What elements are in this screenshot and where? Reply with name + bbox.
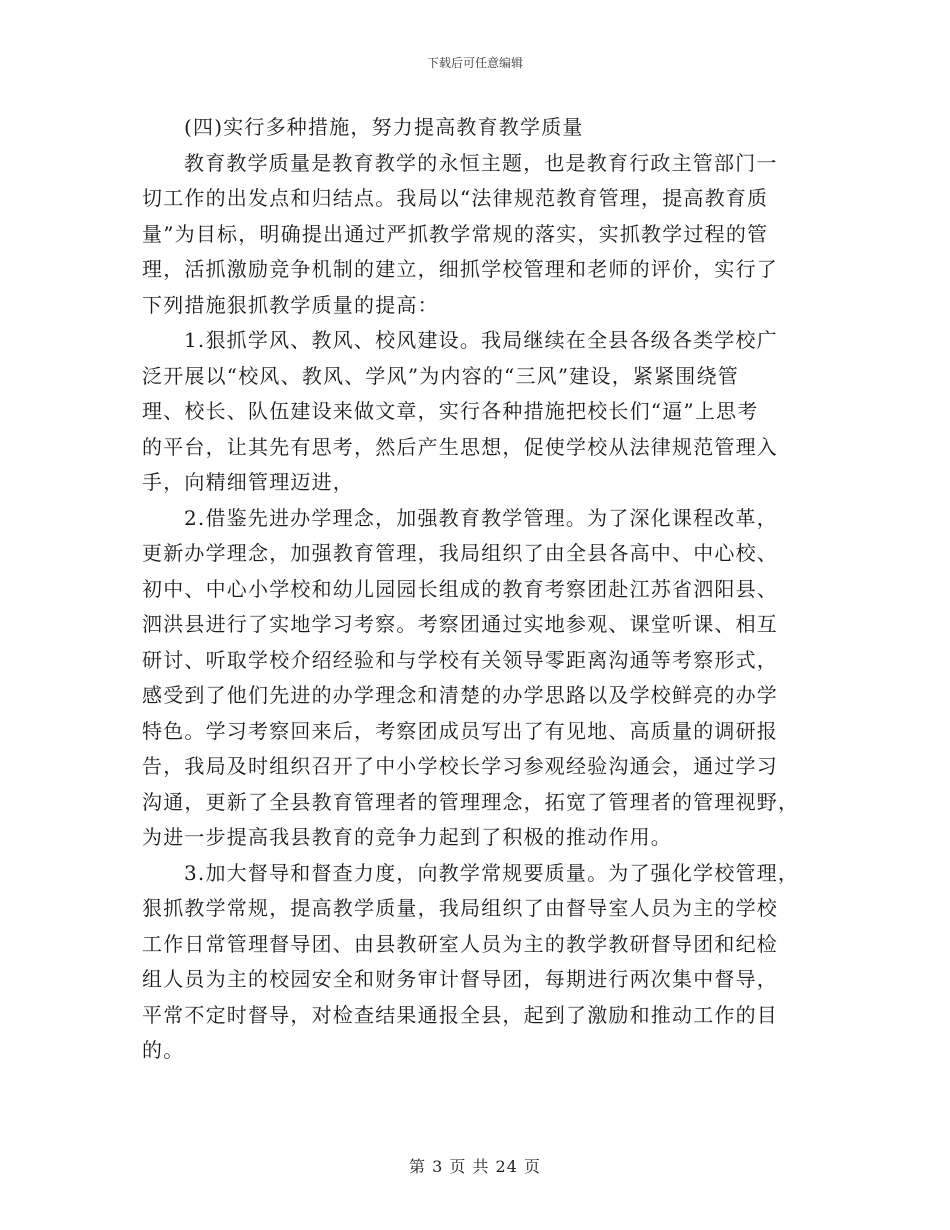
paragraph-line: 量”为目标，明确提出通过严抓教学常规的落实，实抓教学过程的管 xyxy=(142,221,769,246)
paragraph-line: 工作日常管理督导团、由县教研室人员为主的教学教研督导团和纪检 xyxy=(142,931,778,956)
paragraph-line: 下列措施狠抓教学质量的提高： xyxy=(142,292,439,317)
paragraph-line: 狠抓教学常规，提高教学质量，我局组织了由督导室人员为主的学校 xyxy=(142,896,778,920)
paragraph-line: 泛开展以“校风、教风、学风”为内容的“三风”建设，紧紧围绕管 xyxy=(142,363,739,388)
page-header: 下载后可任意编辑 xyxy=(426,56,523,70)
section-heading: (四)实行多种措施，努力提高教育教学质量 xyxy=(184,115,584,139)
paragraph-line: 泗洪县进行了实地学习考察。考察团通过实地参观、课堂听课、相互 xyxy=(142,612,778,636)
paragraph-line: 特色。学习考察回来后，考察团成员写出了有见地、高质量的调研报 xyxy=(142,718,778,743)
paragraph-line: 1.狠抓学风、教风、校风建设。我局继续在全县各级各类学校广 xyxy=(184,328,778,352)
paragraph-line: 2.借鉴先进办学理念，加强教育教学管理。为了深化课程改革， xyxy=(184,505,778,530)
page-footer: 第 3 页 共 24 页 xyxy=(409,1157,541,1176)
paragraph-line: 感受到了他们先进的办学理念和清楚的办学思路以及学校鲜亮的办学 xyxy=(142,683,778,707)
document-body xyxy=(142,110,810,1069)
paragraph-line: 平常不定时督导，对检查结果通报全县，起到了激励和推动工作的目 xyxy=(142,1002,778,1027)
paragraph-line: 3.加大督导和督查力度，向教学常规要质量。为了强化学校管理， xyxy=(184,860,800,885)
paragraph-line: 理，活抓激励竞争机制的建立，细抓学校管理和老师的评价，实行了 xyxy=(142,257,778,281)
paragraph-line: 教育教学质量是教育教学的永恒主题，也是教育行政主管部门一 xyxy=(184,150,778,175)
paragraph-line: 切工作的出发点和归结点。我局以“法律规范教育管理，提高教育质 xyxy=(142,186,769,210)
paragraph-line: 告，我局及时组织召开了中小学校长学习参观经验沟通会，通过学习 xyxy=(142,754,778,778)
paragraph-line: 沟通，更新了全县教育管理者的管理理念，拓宽了管理者的管理视野， xyxy=(142,789,800,814)
paragraph-line: 手，向精细管理迈进， xyxy=(142,470,354,494)
paragraph-line: 理、校长、队伍建设来做文章，实行各种措施把校长们“逼”上思考 xyxy=(142,399,759,423)
paragraph-line: 的平台，让其先有思考，然后产生思想，促使学校从法律规范管理入 xyxy=(142,434,778,459)
paragraph-line: 组人员为主的校园安全和财务审计督导团，每期进行两次集中督导， xyxy=(142,967,778,991)
paragraph-line: 初中、中心小学校和幼儿园园长组成的教育考察团赴江苏省泗阳县、 xyxy=(142,576,778,601)
paragraph-line: 的。 xyxy=(142,1038,185,1062)
paragraph-line: 为进一步提高我县教育的竞争力起到了积极的推动作用。 xyxy=(142,825,672,849)
paragraph-line: 研讨、听取学校介绍经验和与学校有关领导零距离沟通等考察形式， xyxy=(142,647,778,672)
paragraph-line: 更新办学理念，加强教育管理，我局组织了由全县各高中、中心校、 xyxy=(142,541,778,565)
